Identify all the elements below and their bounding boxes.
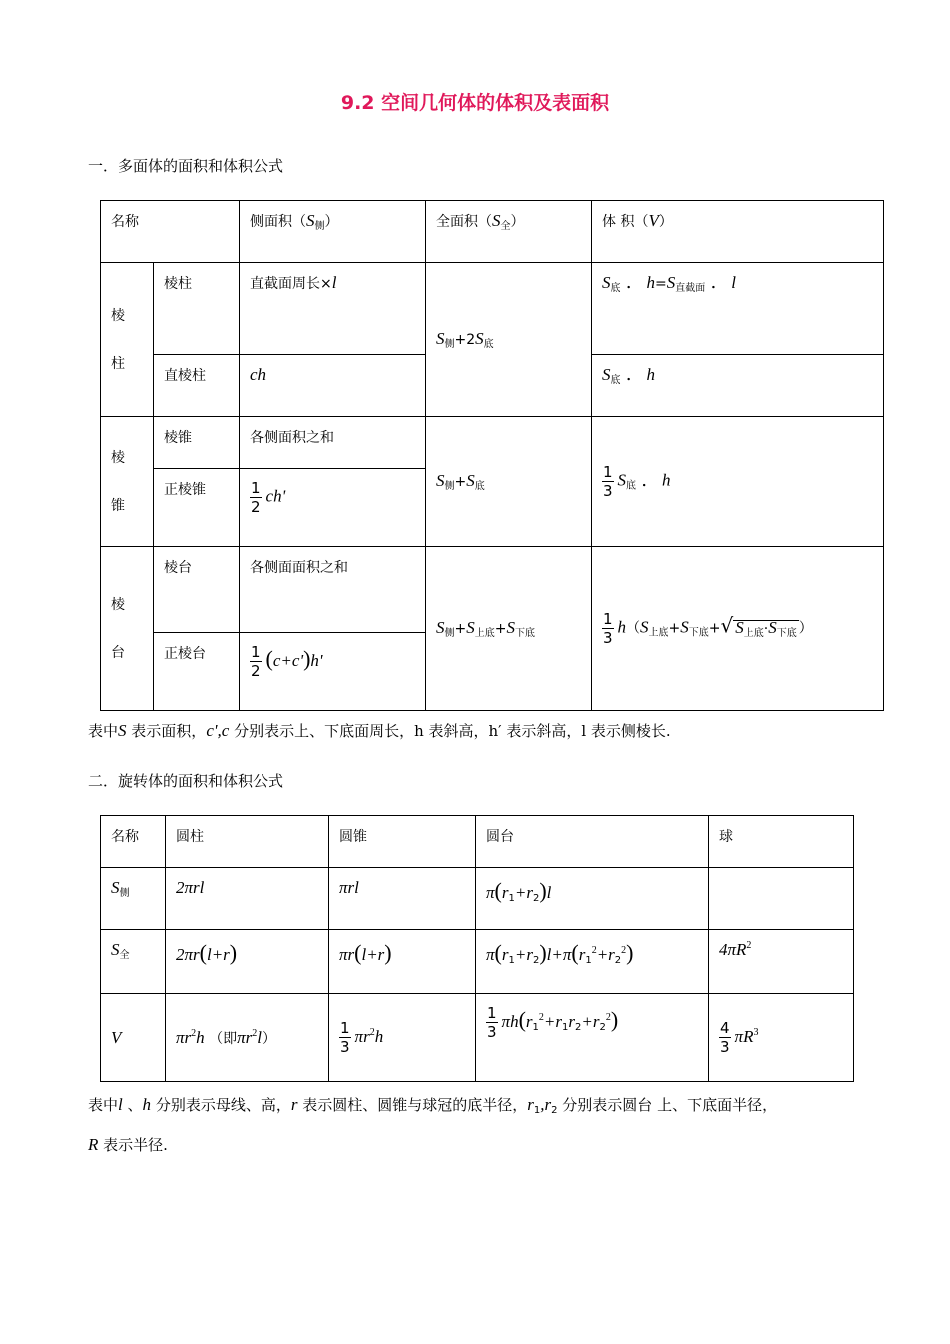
prism-total: $S_侧+2S_底$: [426, 263, 592, 417]
row-right-prism: 直棱柱: [154, 355, 240, 417]
header-frustum-cone: 圆台: [476, 816, 709, 868]
cone-volume: $\frac{1}{3}$ $\pi r^2h$: [329, 994, 476, 1082]
sphere-lateral: [709, 868, 854, 930]
cylinder-lateral: 2πrl: [166, 868, 329, 930]
frustum-cone-volume: $\frac{1}{3}$ $\pi h(r_1^2+r_1r_2+r_2^2)$: [476, 994, 709, 1082]
section-heading-solids-of-revolution: 二．旋转体的面积和体积公式: [88, 772, 284, 790]
row-lateral-area: $S_侧$: [101, 868, 166, 930]
frustum-cone-total: $\pi(r_1+r_2)l+\pi(r_1^2+r_2^2)$: [476, 930, 709, 994]
section-heading-polyhedra: 一．多面体的面积和体积公式: [88, 157, 284, 175]
right-prism-volume: $S_底$ ． h: [592, 355, 884, 417]
frustum-cone-lateral: $\pi(r_1+r_2)l$: [476, 868, 709, 930]
header-name: 名称: [101, 816, 166, 868]
frustum-total: $S_侧+S_{上底}+S_{下底}$: [426, 547, 592, 711]
pyramid-volume: $\frac{1}{3}$ $S_底$ ． h: [592, 417, 884, 547]
cylinder-volume: $\pi r^2h$ （即$\pi r^2l$）: [166, 994, 329, 1082]
header-cylinder: 圆柱: [166, 816, 329, 868]
note-solids-of-revolution: 表中l 、h 分别表示母线、高，r 表示圆柱、圆锥与球冠的底半径，$r_1,r_2$ 分别表示圆台 上、下底面半径， R 表示半径.: [88, 1095, 778, 1154]
polyhedra-formula-table: [100, 200, 884, 711]
row-frustum: 棱台: [154, 547, 240, 633]
group-frustum: 棱 台: [101, 547, 154, 711]
header-lateral: 侧面积$(S_侧)$: [240, 201, 426, 263]
page-title: 9.2 空间几何体的体积及表面积: [340, 92, 610, 114]
right-prism-lateral: ch: [240, 355, 426, 417]
frustum-volume: $\frac{1}{3}$ $h(S_{上底}+S_{下底}+√$ $S_{上底}\cdot S_{下底}$ ）: [592, 547, 884, 711]
cone-lateral: πrl: [329, 868, 476, 930]
cylinder-total: 2πr(l+r): [166, 930, 329, 994]
prism-lateral: 直截面周长×l: [240, 263, 426, 355]
sphere-total: $4\pi R^2$: [709, 930, 854, 994]
sphere-volume: $\frac{4}{3}$ $\pi R^3$: [709, 994, 854, 1082]
row-regular-pyramid: 正棱锥: [154, 469, 240, 547]
row-regular-frustum: 正棱台: [154, 633, 240, 711]
row-volume: V: [101, 994, 166, 1082]
frustum-lateral: 各侧面面积之和: [240, 547, 426, 633]
regular-frustum-lateral: $\frac{1}{2}$ (c+c')h': [240, 633, 426, 711]
header-name: 名称: [101, 201, 240, 263]
header-cone: 圆锥: [329, 816, 476, 868]
group-pyramid: 棱 锥: [101, 417, 154, 547]
regular-pyramid-lateral: $\frac{1}{2}$ ch': [240, 469, 426, 547]
revolution-formula-table: [100, 815, 854, 1082]
prism-volume: $S_底$ ． $h=S_{直截面}$ ． l: [592, 263, 884, 355]
pyramid-lateral: 各侧面积之和: [240, 417, 426, 469]
header-volume: 体 积（V）: [592, 201, 884, 263]
header-total: 全面积$(S_全)$: [426, 201, 592, 263]
row-total-area: $S_全$: [101, 930, 166, 994]
cone-total: πr(l+r): [329, 930, 476, 994]
row-prism: 棱柱: [154, 263, 240, 355]
note-polyhedra: 表中S 表示面积，c',c 分别表示上、下底面周长，h 表斜高，h′ 表示斜高，l 表示侧棱长.: [88, 721, 671, 740]
pyramid-total: $S_侧+S_底$: [426, 417, 592, 547]
row-pyramid: 棱锥: [154, 417, 240, 469]
header-sphere: 球: [709, 816, 854, 868]
group-prism: 棱 柱: [101, 263, 154, 417]
